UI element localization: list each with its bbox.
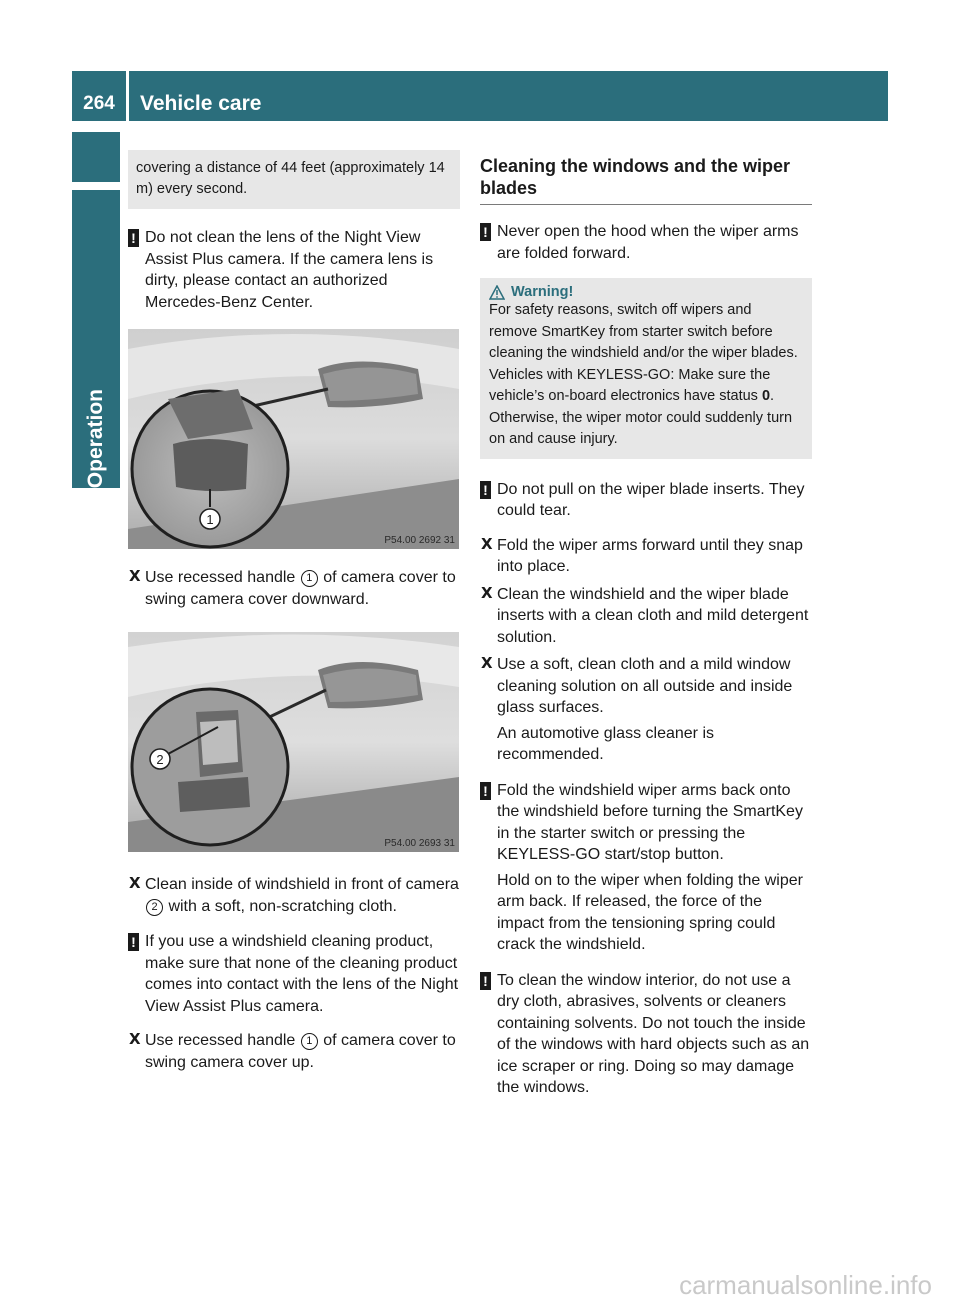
warning-title-text: Warning! (511, 284, 574, 300)
step-text: Use recessed handle 1 of camera cover to swing camera cover up. (145, 1032, 456, 1071)
side-tab-label-wrap (72, 190, 120, 488)
warning-text: For safety reasons, switch off wipers and remove SmartKey from starter switch before cleaning the windshield and/or the wiper blades. Vehicles with KEYLESS-GO: Make sure the vehicle’s on-board electronics have status 0. Otherwise, the wiper motor could suddenly turn on and cause injury. (489, 302, 798, 447)
exclamation-icon: ! (480, 782, 491, 800)
arrow-marker-icon: X (481, 534, 493, 553)
header-divider (126, 71, 129, 121)
watermark: carmanualsonline.info (679, 1270, 932, 1300)
side-tab-marker (72, 132, 120, 182)
left-column (128, 150, 460, 1073)
notice-text: If you use a windshield cleaning product, make sure that none of the cleaning product comes into contact with the lens of the Night View Assist Plus camera. (145, 933, 459, 1015)
exclamation-icon: ! (480, 223, 491, 241)
instruction-step (128, 567, 460, 610)
step-note: An automotive glass cleaner is recommended. (497, 724, 714, 763)
exclamation-icon: ! (480, 481, 491, 499)
notice-item (480, 780, 812, 866)
image-callout-1: 1 (206, 512, 214, 527)
notice-text: To clean the window interior, do not use a dry cloth, abrasives, solvents or cleaners containing solvents. Do not touch the inside of the windows with hard objects such as an ice scraper or ring. Doing so may damage the windows. (497, 971, 810, 1096)
continued-text: covering a distance of 44 feet (approximately 14 m) every second. (136, 160, 445, 197)
continued-box (128, 150, 460, 209)
exclamation-icon: ! (128, 229, 139, 247)
status-value: 0 (761, 388, 771, 404)
section-title: Vehicle care (140, 92, 262, 115)
warning-triangle-icon (489, 285, 505, 300)
right-column (480, 155, 812, 1099)
camera-cover-photo (128, 632, 459, 852)
callout-marker: 1 (301, 1033, 318, 1050)
callout-marker: 2 (146, 899, 163, 916)
side-tab-label: Operation (84, 388, 107, 488)
instruction-step (480, 535, 812, 578)
camera-lens-photo (128, 329, 459, 549)
notice-text: Never open the hood when the wiper arms are folded forward. (497, 223, 799, 262)
notice-note: Hold on to the wiper when folding the wiper arm back. If released, the force of the impact from the tensioning spring could crack the windshield. (497, 871, 803, 953)
warning-box (480, 278, 812, 459)
notice-item (128, 931, 460, 1017)
notice-text: Fold the windshield wiper arms back onto the windshield before turning the SmartKey in the starter switch or pressing the KEYLESS-GO start/stop button. (497, 781, 803, 863)
image-callout-2: 2 (156, 752, 164, 767)
arrow-marker-icon: X (129, 1030, 141, 1048)
image-code-1: P54.00 2692 31 (384, 535, 455, 546)
instruction-step (128, 1030, 460, 1073)
exclamation-icon: ! (480, 972, 491, 990)
instruction-step (480, 584, 812, 649)
exclamation-icon: ! (128, 933, 139, 951)
notice-item (480, 479, 812, 522)
step-text: Clean inside of windshield in front of camera 2 with a soft, non-scratching cloth. (145, 876, 459, 915)
arrow-marker-icon: X (129, 567, 141, 585)
step-text: Clean the windshield and the wiper blade inserts with a clean cloth and mild detergent solution. (497, 585, 809, 646)
instruction-step (128, 874, 460, 917)
warning-title (489, 284, 803, 300)
page-number: 264 (83, 93, 115, 114)
notice-text: Do not pull on the wiper blade inserts. They could tear. (497, 480, 805, 519)
step-text: Fold the wiper arms forward until they snap into place. (497, 536, 803, 575)
instruction-step (480, 654, 812, 719)
notice-text: Do not clean the lens of the Night View Assist Plus camera. If the camera lens is dirty, please contact an authorized Mercedes-Benz Center. (145, 229, 434, 311)
notice-item (480, 221, 812, 264)
image-code-2: P54.00 2693 31 (384, 838, 455, 849)
step-text: Use a soft, clean cloth and a mild window cleaning solution on all outside and inside glass surfaces. (497, 656, 793, 716)
section-heading: Cleaning the windows and the wiper blades (480, 155, 812, 205)
arrow-marker-icon: X (481, 654, 493, 672)
arrow-marker-icon: X (129, 874, 141, 892)
arrow-marker-icon: X (481, 583, 493, 602)
step-text: Use recessed handle 1 of camera cover to swing camera cover downward. (145, 569, 456, 608)
notice-item (128, 227, 460, 313)
page-header (72, 71, 888, 121)
callout-marker: 1 (301, 570, 318, 587)
notice-item (480, 970, 812, 1099)
